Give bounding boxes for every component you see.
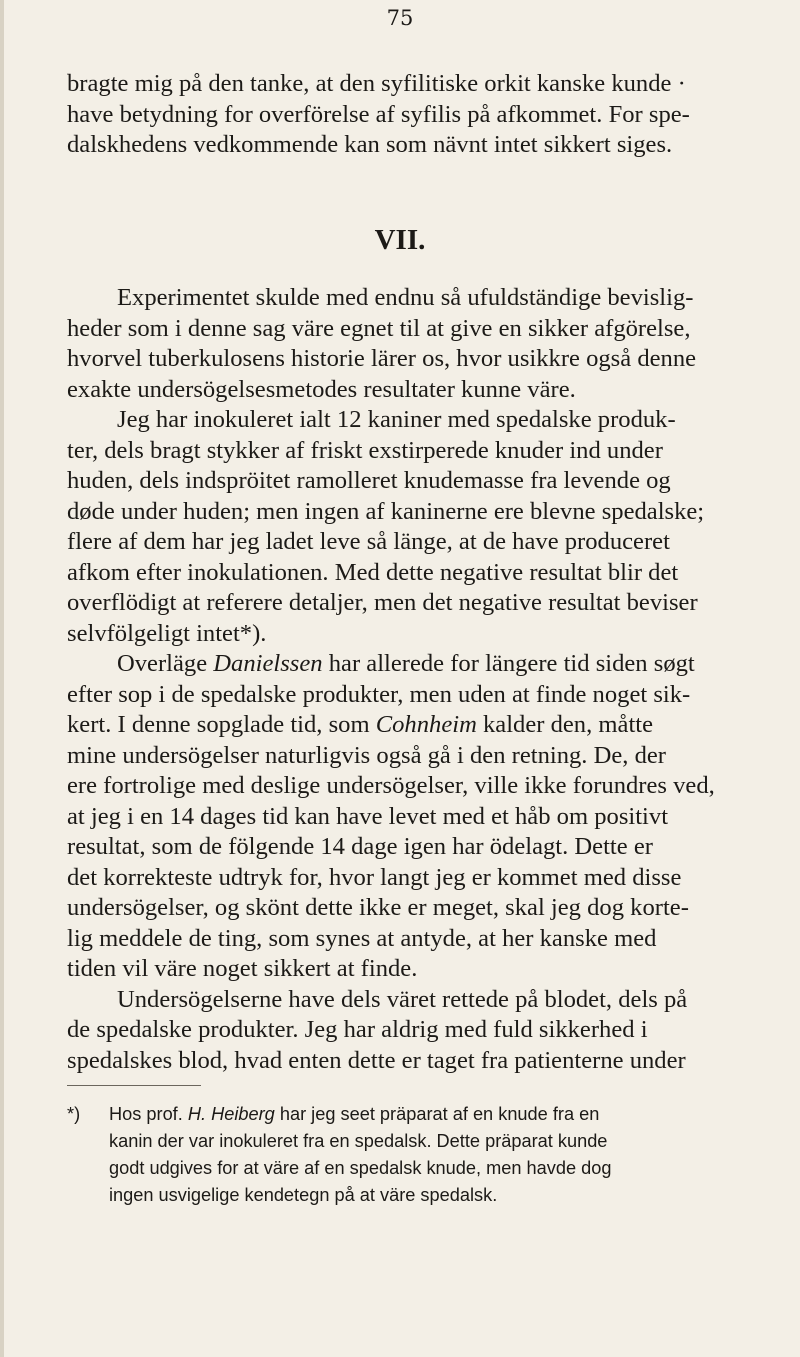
text-line: overflödigt at referere detaljer, men det negative resultat beviser — [67, 589, 698, 616]
text-line: undersögelser, og skönt dette ikke er meget, skal jeg dog korte- — [67, 894, 689, 921]
footnote-marker: *) — [67, 1104, 81, 1124]
text-line: kanin der var inokuleret fra en spedalsk. Dette präparat kunde — [109, 1131, 608, 1151]
paragraph — [67, 649, 767, 985]
text-line: spedalskes blod, hvad enten dette er taget fra patienterne under — [67, 1046, 686, 1074]
text-line: døde under huden; men ingen af kaninerne ere blevne spedalske; — [67, 497, 705, 525]
text-line: afkom efter inokulationen. Med dette negative resultat blir det — [67, 558, 679, 586]
text-line: ere fortrolige med deslige undersögelser, ville ikke forundres ved, — [67, 772, 715, 799]
text-segment: kert. I denne sopglade tid, som — [67, 711, 376, 738]
text-line: lig meddele de ting, som synes at antyde, at her kanske med — [67, 924, 657, 952]
text-segment: Overläge — [117, 650, 214, 677]
author-name: Cohnheim — [375, 711, 477, 738]
paragraph — [67, 985, 767, 1077]
author-name: Danielssen — [213, 650, 323, 677]
text-line: heder som i denne sag väre egnet til at give en sikker afgörelse, — [67, 314, 691, 342]
text-line: Jeg har inokuleret ialt 12 kaniner med spedalske produk- — [117, 406, 676, 433]
text-line: Undersögelserne have dels väret rettede på blodet, dels på — [117, 985, 688, 1013]
paragraph — [67, 405, 767, 649]
footnote-divider — [67, 1085, 201, 1086]
text-line: de spedalske produkter. Jeg har aldrig med fuld sikkerhed i — [67, 1016, 648, 1043]
text-line: flere af dem har jeg ladet leve så länge, at de have produceret — [67, 528, 670, 555]
text-line: bragte mig på den tanke, at den syfilitiske orkit kanske kunde · — [67, 70, 686, 97]
text-line: godt udgives for at väre af en spedalsk knude, men havde dog — [109, 1158, 612, 1178]
text-line: ter, dels bragt stykker af friskt exstirperede knuder ind under — [67, 436, 663, 464]
text-line: efter sop i de spedalske produkter, men uden at finde noget sik- — [67, 680, 691, 708]
author-name: H. Heiberg — [187, 1104, 275, 1124]
text-segment: kalder den, måtte — [476, 711, 654, 738]
footnote — [67, 1101, 767, 1209]
text-segment: Hos prof. — [109, 1104, 188, 1124]
text-line: tiden vil väre noget sikkert at finde. — [67, 955, 418, 982]
page-number: 75 — [386, 6, 414, 30]
text-line: huden, dels indspröitet ramolleret knudemasse fra levende og — [67, 467, 671, 494]
paragraph — [67, 283, 767, 405]
text-segment: har jeg seet präparat af en knude fra en — [274, 1104, 600, 1124]
text-line: hvorvel tuberkulosens historie lärer os, hvor usikkre også denne — [67, 345, 697, 372]
text-line: have betydning for overförelse af syfilis på afkommet. For spe- — [67, 100, 690, 128]
intro-paragraph — [67, 69, 767, 161]
main-body — [67, 283, 767, 1076]
text-line: Experimentet skulde med endnu så ufuldständige bevislig- — [117, 284, 694, 311]
page-binding-edge — [0, 0, 4, 1357]
text-line: dalskhedens vedkommende kan som nävnt intet sikkert siges. — [67, 131, 673, 158]
text-line: selvfölgeligt intet*). — [67, 619, 267, 647]
text-line: exakte undersögelsesmetodes resultater kunne väre. — [67, 375, 576, 403]
text-line: det korrekteste udtryk for, hvor langt jeg er kommet med disse — [67, 863, 682, 891]
text-line: resultat, som de fölgende 14 dage igen har ödelagt. Dette er — [67, 833, 653, 860]
text-line: at jeg i en 14 dages tid kan have levet med et håb om positivt — [67, 802, 669, 830]
text-segment: har allerede for längere tid siden søgt — [322, 650, 695, 677]
text-line: ingen usvigelige kendetegn på at väre spedalsk. — [109, 1185, 498, 1205]
section-heading: VII. — [374, 224, 426, 256]
text-line: mine undersögelser naturligvis også gå i den retning. De, der — [67, 741, 666, 769]
